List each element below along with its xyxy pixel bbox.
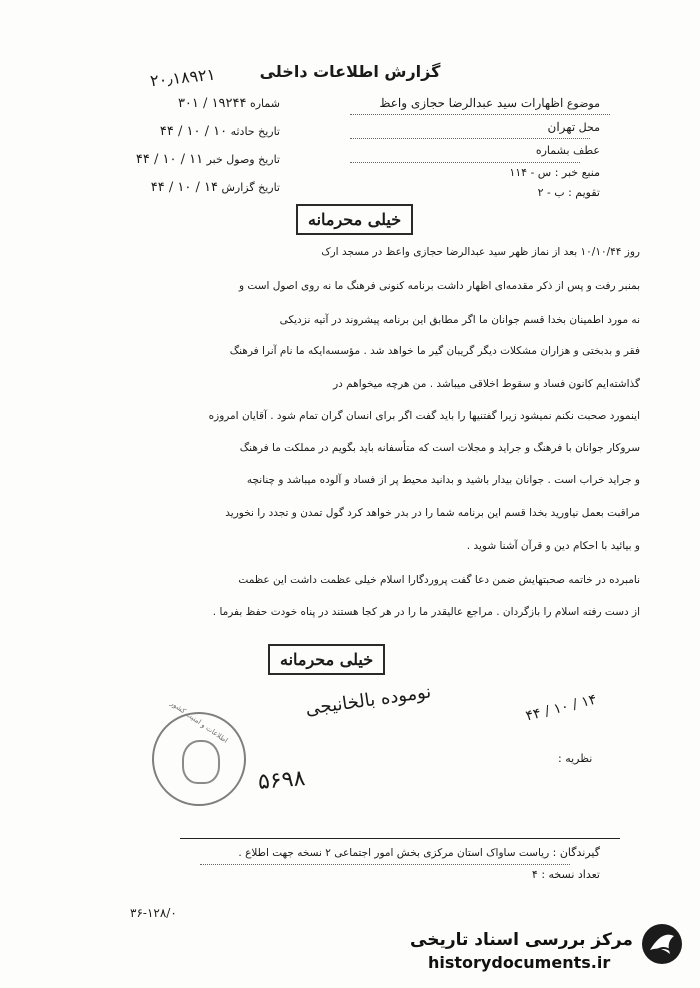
body-line: روز ۱۰/۱۰/۴۴ بعد از نماز ظهر سید عبدالرضا حجازی واعظ در مسجد ارک xyxy=(321,246,640,258)
handwritten-file-number: ۵۶۹۸ xyxy=(257,765,307,796)
incident-date-label: تاریخ حادثه xyxy=(230,125,280,138)
recipients-label: گیرندگان : xyxy=(552,846,600,859)
official-seal xyxy=(152,699,246,806)
body-line: از دست رفته اسلام را بازگردان . مراجع عالیقدر ما را در هر کجا هستند در پناه خودت حفظ بفرما . xyxy=(212,606,640,618)
footer-reference-code: ۳۶-۱۲۸/۰ xyxy=(130,906,177,920)
subject-field xyxy=(379,96,600,110)
body-line: و جراید خراب است . جوانان بیدار باشید و بدانید محیط پر از فساد و آلوده میباشد و چنانچه xyxy=(246,474,640,486)
reference-dotted-line xyxy=(350,162,580,163)
bottom-confidential-stamp: خیلی محرمانه xyxy=(268,644,385,675)
source-value: س - ۱۱۴ xyxy=(509,166,552,179)
report-date-label: تاریخ گزارش xyxy=(221,181,280,194)
place-field xyxy=(548,120,600,134)
source-field xyxy=(509,166,600,179)
report-date-field xyxy=(110,180,280,195)
incident-date-field xyxy=(110,124,280,139)
copies-value: ۴ xyxy=(531,868,538,881)
reference-label: عطف بشماره xyxy=(535,144,600,157)
place-value: تهران xyxy=(547,120,576,134)
handwritten-note: نوموده بالخانیجی xyxy=(304,681,433,720)
place-label: محل xyxy=(578,121,600,134)
number-label: شماره xyxy=(249,97,280,110)
received-date-field xyxy=(110,152,280,167)
copies-field xyxy=(532,868,600,881)
rating-value: ب - ۲ xyxy=(537,186,565,199)
handwritten-initials-date: ۱۴ / ۱۰ / ۴۴ xyxy=(524,691,599,725)
reference-field xyxy=(536,144,600,157)
lion-emblem-icon xyxy=(182,740,220,784)
rating-field xyxy=(538,186,600,199)
recipients-dotted-line xyxy=(200,864,570,865)
recipients-field xyxy=(238,846,600,859)
top-left-handwritten-number: ۲۰٫۱۸۹۲۱ xyxy=(149,64,217,91)
body-line: سروکار جوانان با فرهنگ و جراید و مجلات است که متأسفانه باید بگویم در مملکت ما فرهنگ xyxy=(239,442,640,454)
subject-value: اظهارات سید عبدالرضا حجازی واعظ xyxy=(379,96,564,110)
number-value: ۱۹۲۴۴ / ۳۰۱ xyxy=(177,96,247,111)
history-documents-logo-icon xyxy=(640,922,684,966)
body-line: مراقبت بعمل نیاورید بخدا قسم این برنامه شما را در بدر خواهد کرد گول تمدن و تجدد را نخورید xyxy=(225,507,640,519)
body-line: و بیائید با احکام دین و قرآن آشنا شوید . xyxy=(466,540,640,552)
received-date-label: تاریخ وصول خبر xyxy=(206,153,280,166)
received-date-value: ۱۱ / ۱۰ / ۴۴ xyxy=(135,152,204,167)
body-line: نامبرده در خاتمه صحبتهایش ضمن دعا گفت پروردگارا اسلام خیلی عظمت داشت این عظمت xyxy=(238,574,640,586)
seal-text: اطلاعات و امنیت کشور xyxy=(168,699,230,745)
place-dotted-line xyxy=(350,138,590,139)
subject-label: موضوع xyxy=(566,97,600,110)
body-line: نه مورد اطمینان بخدا قسم جوانان ما اگر مطابق این برنامه پیشروند در آتیه نزدیکی xyxy=(279,314,640,326)
body-line: بمنبر رفت و پس از ذکر مقدمه‌ای اظهار داشت برنامه کنونی فرهنگ ما نه روی اصول است و xyxy=(238,280,640,292)
watermark-url: historydocuments.ir xyxy=(428,953,611,972)
report-date-value: ۱۴ / ۱۰ / ۴۴ xyxy=(150,180,218,195)
body-line: اینمورد صحبت نکنم نمیشود زیرا گفتنیها را باید گفت اگر برای انسان گران تمام شود . آقایان امروزه xyxy=(208,410,640,422)
top-confidential-stamp: خیلی محرمانه xyxy=(296,204,413,235)
document-title: گزارش اطلاعات داخلی xyxy=(259,62,441,81)
watermark-arabic-text: مرکز بررسی اسناد تاریخی xyxy=(410,930,633,950)
recipients-value: ریاست ساواک استان مرکزی بخش امور اجتماعی ۲ نسخه جهت اطلاع . xyxy=(238,847,550,859)
source-label: منبع خبر : xyxy=(554,166,600,179)
incident-date-value: ۱۰ / ۱۰ / ۴۴ xyxy=(159,124,228,139)
body-line: فقر و بدبختی و هزاران مشکلات دیگر گریبان گیر ما خواهد شد . مؤسسه‌ایکه ما نام آنرا فرهنگ xyxy=(229,345,640,357)
opinion-label: نظریه : xyxy=(558,752,593,765)
copies-label: تعداد نسخه : xyxy=(541,868,600,881)
number-field xyxy=(110,96,280,111)
body-line: گذاشته‌ایم کانون فساد و سقوط اخلاقی میباشد . من هرچه میخواهم در xyxy=(333,378,640,390)
rating-label: تقویم : xyxy=(568,186,600,199)
subject-dotted-line xyxy=(350,114,610,115)
distribution-divider xyxy=(180,838,620,839)
